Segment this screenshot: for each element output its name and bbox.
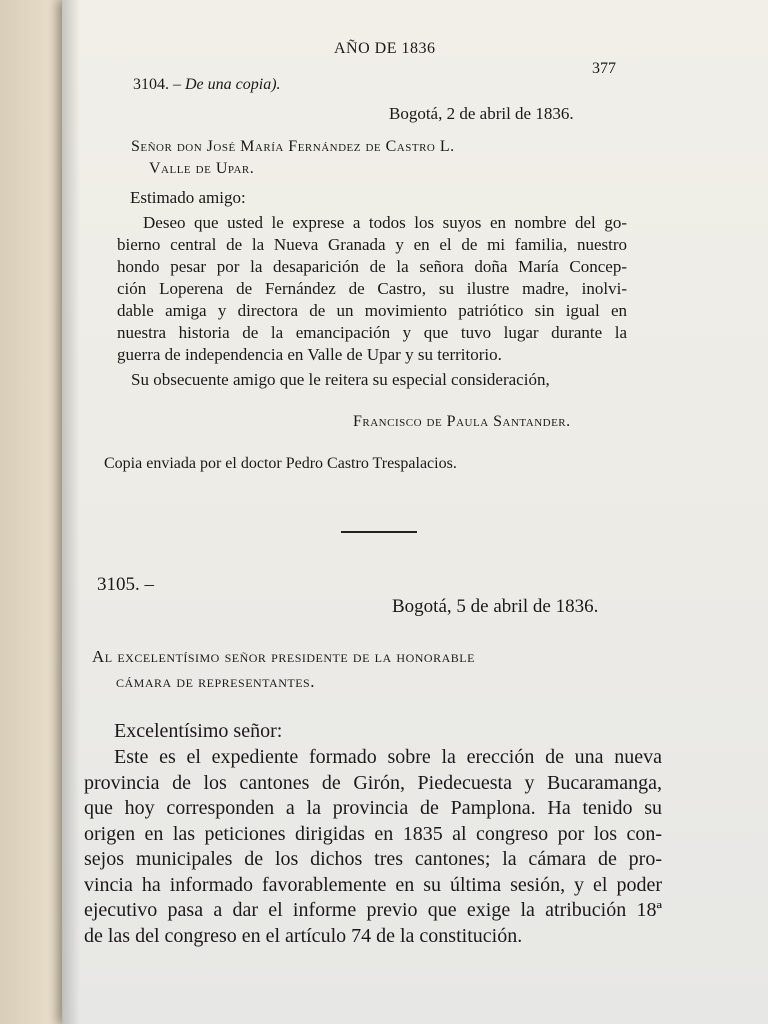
body-line: guerra de independencia en Valle de Upar y su territorio. <box>117 345 502 364</box>
letter-2-addressee-continued: cámara de representantes. <box>116 672 315 691</box>
letter-1-dateline: Bogotá, 2 de abril de 1836. <box>389 104 574 123</box>
body-line: sejos municipales de los dichos tres cantones; la cámara de pro- <box>84 848 662 870</box>
source-note: De una copia). <box>185 76 281 93</box>
body-line: provincia de los cantones de Girón, Piedecuesta y Bucaramanga, <box>84 771 662 794</box>
letter-2-addressee: Al excelentísimo señor presidente de la honorable <box>92 647 475 666</box>
body-line: vincia ha informado favorablemente en su última sesión, y el poder <box>84 873 662 896</box>
entry-number: 3104. – <box>133 76 181 93</box>
body-line: ción Loperena de Fernández de Castro, su ilustre madre, inolvi- <box>117 279 627 298</box>
body-line: que hoy corresponden a la provincia de Pamplona. Ha tenido su <box>84 797 662 819</box>
body-line: hondo pesar por la desaparición de la señora doña María Concep- <box>117 257 627 276</box>
letter-2-salutation: Excelentísimo señor: <box>114 720 283 742</box>
body-line: bierno central de la Nueva Granada y en el de mi familia, nuestro <box>117 235 627 254</box>
body-line: de las del congreso en el artículo 74 de la constitución. <box>84 924 523 947</box>
letter-1-copy-note: Copia enviada por el doctor Pedro Castro Trespalacios. <box>104 455 457 472</box>
letter-1-addressee: Señor don José María Fernández de Castro L. <box>131 138 455 155</box>
section-divider <box>341 531 417 533</box>
letter-1-heading <box>133 76 281 94</box>
body-line: ejecutivo pasa a dar el informe previo que exige la atribución 18ª <box>84 899 662 921</box>
letter-2-dateline: Bogotá, 5 de abril de 1836. <box>392 596 599 617</box>
body-line: dable amiga y directora de un movimiento patriótico sin igual en <box>117 301 627 320</box>
letter-2-body <box>84 745 662 949</box>
body-line: nuestra historia de la emancipación y que tuvo lugar durante la <box>117 323 627 342</box>
letter-1-body <box>117 212 627 366</box>
page-gutter-shadow <box>62 0 80 1024</box>
letter-1-closing: Su obsecuente amigo que le reitera su especial consideración, <box>131 370 550 389</box>
body-line: origen en las peticiones dirigidas en 1835 al congreso por los con- <box>84 822 662 845</box>
page-number: 377 <box>592 60 616 77</box>
body-line: Deseo que usted le exprese a todos los suyos en nombre del go- <box>143 213 627 232</box>
running-header: AÑO DE 1836 <box>334 40 436 57</box>
body-line: Este es el expediente formado sobre la erección de una nueva <box>114 746 662 768</box>
letter-1-salutation: Estimado amigo: <box>130 188 246 207</box>
letter-2-number: 3105. – <box>97 574 154 595</box>
letter-1-signature: Francisco de Paula Santander. <box>353 413 571 430</box>
letter-1-addressee-place: Valle de Upar. <box>149 160 255 177</box>
